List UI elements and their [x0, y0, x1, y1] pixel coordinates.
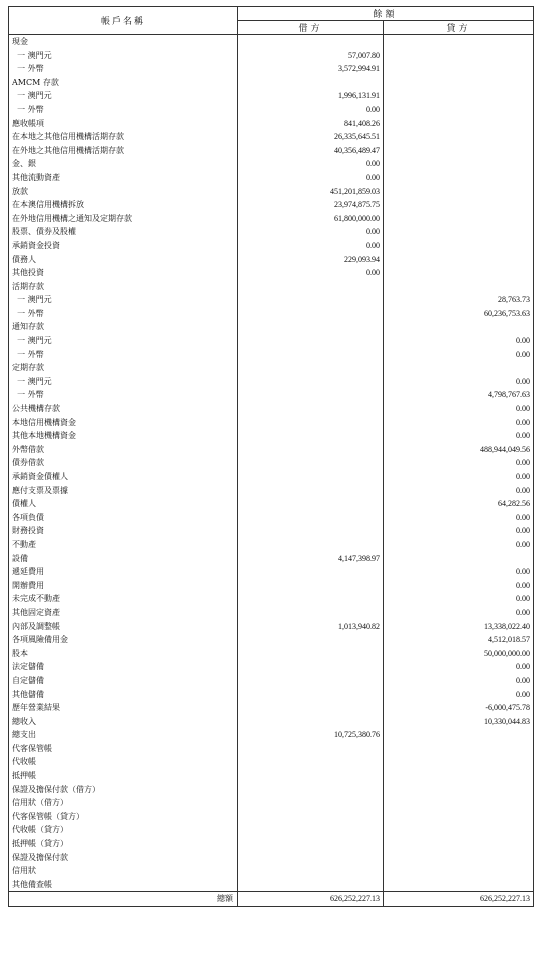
account-name-cell: 信用狀（借方） — [9, 796, 238, 810]
table-row — [9, 334, 534, 348]
debit-cell — [238, 361, 384, 375]
debit-cell: 841,408.26 — [238, 117, 384, 131]
debit-cell — [238, 579, 384, 593]
account-name-cell: 一 外幣 — [9, 62, 238, 76]
table-row — [9, 320, 534, 334]
account-name-cell: 外幣借款 — [9, 443, 238, 457]
debit-cell — [238, 592, 384, 606]
account-name-cell: 一 外幣 — [9, 348, 238, 362]
account-name-cell: 一 外幣 — [9, 388, 238, 402]
credit-cell — [384, 769, 534, 783]
credit-cell: 0.00 — [384, 524, 534, 538]
trial-balance-sheet — [8, 6, 533, 907]
credit-cell: 0.00 — [384, 429, 534, 443]
credit-cell — [384, 117, 534, 131]
credit-cell — [384, 49, 534, 63]
credit-cell — [384, 837, 534, 851]
debit-cell: 0.00 — [238, 225, 384, 239]
credit-cell: 28,763.73 — [384, 293, 534, 307]
account-name-cell: 抵押帳（貸方） — [9, 837, 238, 851]
account-name-cell: 股票、債券及股權 — [9, 225, 238, 239]
account-name-cell: 放款 — [9, 185, 238, 199]
table-row — [9, 769, 534, 783]
debit-cell — [238, 511, 384, 525]
account-name-cell: 其他投資 — [9, 266, 238, 280]
credit-cell: 0.00 — [384, 334, 534, 348]
table-row — [9, 837, 534, 851]
table-row — [9, 565, 534, 579]
account-name-cell: 保證及擔保付款（借方） — [9, 783, 238, 797]
credit-cell — [384, 266, 534, 280]
debit-cell — [238, 864, 384, 878]
credit-cell — [384, 361, 534, 375]
table-row — [9, 35, 534, 49]
table-row — [9, 688, 534, 702]
debit-cell — [238, 293, 384, 307]
table-row — [9, 89, 534, 103]
credit-cell: 0.00 — [384, 592, 534, 606]
debit-cell — [238, 647, 384, 661]
debit-cell: 57,007.80 — [238, 49, 384, 63]
account-name-cell: 應收帳項 — [9, 117, 238, 131]
debit-cell — [238, 320, 384, 334]
credit-cell: 13,338,022.40 — [384, 620, 534, 634]
account-name-cell: 債券借款 — [9, 456, 238, 470]
debit-cell: 0.00 — [238, 103, 384, 117]
account-name-cell: 公共機構存款 — [9, 402, 238, 416]
credit-cell: 0.00 — [384, 484, 534, 498]
credit-cell: 0.00 — [384, 416, 534, 430]
credit-cell — [384, 878, 534, 892]
debit-cell — [238, 538, 384, 552]
credit-cell — [384, 864, 534, 878]
account-name-cell: 其他固定資產 — [9, 606, 238, 620]
account-name-cell: 內部及調整帳 — [9, 620, 238, 634]
account-name-cell: 其他備查帳 — [9, 878, 238, 892]
table-row — [9, 552, 534, 566]
credit-cell: 4,512,018.57 — [384, 633, 534, 647]
debit-cell: 23,974,875.75 — [238, 198, 384, 212]
credit-cell — [384, 103, 534, 117]
account-name-cell: 各項負債 — [9, 511, 238, 525]
table-row — [9, 524, 534, 538]
credit-cell — [384, 253, 534, 267]
account-name-cell: 活期存款 — [9, 280, 238, 294]
account-name-cell: 總收入 — [9, 715, 238, 729]
debit-cell — [238, 701, 384, 715]
table-row — [9, 185, 534, 199]
account-name-cell: 通知存款 — [9, 320, 238, 334]
debit-cell: 4,147,398.97 — [238, 552, 384, 566]
account-name-cell: 抵押帳 — [9, 769, 238, 783]
table-row — [9, 130, 534, 144]
account-name-cell: 未完成不動產 — [9, 592, 238, 606]
credit-cell: 0.00 — [384, 511, 534, 525]
table-row — [9, 606, 534, 620]
table-row — [9, 144, 534, 158]
account-name-cell: 承銷資金債權人 — [9, 470, 238, 484]
table-row — [9, 851, 534, 865]
table-row — [9, 225, 534, 239]
credit-cell — [384, 810, 534, 824]
debit-cell: 229,093.94 — [238, 253, 384, 267]
credit-cell: 0.00 — [384, 402, 534, 416]
credit-cell — [384, 198, 534, 212]
credit-cell — [384, 62, 534, 76]
account-name-cell: 本地信用機構資金 — [9, 416, 238, 430]
account-name-cell: 應付支票及票據 — [9, 484, 238, 498]
debit-cell: 0.00 — [238, 171, 384, 185]
account-name-header: 帳戶名稱 — [9, 7, 238, 35]
debit-cell — [238, 456, 384, 470]
debit-cell — [238, 810, 384, 824]
table-row — [9, 470, 534, 484]
table-row — [9, 701, 534, 715]
account-name-cell: 股本 — [9, 647, 238, 661]
table-row — [9, 348, 534, 362]
credit-cell — [384, 157, 534, 171]
debit-cell — [238, 443, 384, 457]
credit-cell: 60,236,753.63 — [384, 307, 534, 321]
debit-cell — [238, 470, 384, 484]
table-row — [9, 375, 534, 389]
credit-cell — [384, 796, 534, 810]
debit-cell: 0.00 — [238, 157, 384, 171]
table-row — [9, 715, 534, 729]
debit-cell — [238, 524, 384, 538]
account-name-cell: 設備 — [9, 552, 238, 566]
account-name-cell: 一 澳門元 — [9, 49, 238, 63]
account-name-cell: 代收帳 — [9, 755, 238, 769]
credit-cell: 4,798,767.63 — [384, 388, 534, 402]
credit-cell: -6,000,475.78 — [384, 701, 534, 715]
account-name-cell: 開辦費用 — [9, 579, 238, 593]
credit-cell — [384, 130, 534, 144]
table-row — [9, 647, 534, 661]
account-name-cell: 財務投資 — [9, 524, 238, 538]
credit-cell: 0.00 — [384, 470, 534, 484]
credit-cell — [384, 728, 534, 742]
table-row — [9, 674, 534, 688]
account-name-cell: 金、銀 — [9, 157, 238, 171]
account-name-cell: 在本地之其他信用機構活期存款 — [9, 130, 238, 144]
table-body — [9, 35, 534, 892]
credit-cell: 0.00 — [384, 375, 534, 389]
total-debit: 626,252,227.13 — [238, 892, 384, 907]
total-row — [9, 892, 534, 907]
debit-cell — [238, 348, 384, 362]
credit-cell — [384, 280, 534, 294]
credit-cell — [384, 225, 534, 239]
table-row — [9, 755, 534, 769]
table-row — [9, 660, 534, 674]
table-row — [9, 728, 534, 742]
debit-cell — [238, 742, 384, 756]
debit-cell — [238, 76, 384, 90]
account-name-cell: 一 外幣 — [9, 103, 238, 117]
balance-header: 餘額 — [238, 7, 534, 21]
debit-cell — [238, 755, 384, 769]
account-name-cell: 代客保管帳 — [9, 742, 238, 756]
table-row — [9, 280, 534, 294]
table-row — [9, 402, 534, 416]
table-row — [9, 810, 534, 824]
debit-cell — [238, 769, 384, 783]
debit-cell — [238, 674, 384, 688]
debit-cell — [238, 416, 384, 430]
table-row — [9, 796, 534, 810]
account-name-cell: 其他本地機構資金 — [9, 429, 238, 443]
debit-cell — [238, 388, 384, 402]
account-name-cell: 自定儲備 — [9, 674, 238, 688]
debit-cell — [238, 783, 384, 797]
account-name-cell: 在本澳信用機構拆放 — [9, 198, 238, 212]
table-row — [9, 62, 534, 76]
credit-cell — [384, 742, 534, 756]
table-row — [9, 484, 534, 498]
table-row — [9, 103, 534, 117]
table-row — [9, 579, 534, 593]
debit-cell — [238, 660, 384, 674]
debit-cell — [238, 307, 384, 321]
credit-cell: 0.00 — [384, 565, 534, 579]
debit-cell — [238, 606, 384, 620]
debit-cell: 10,725,380.76 — [238, 728, 384, 742]
debit-cell — [238, 565, 384, 579]
account-name-cell: 保證及擔保付款 — [9, 851, 238, 865]
credit-cell — [384, 320, 534, 334]
credit-cell — [384, 35, 534, 49]
credit-cell — [384, 144, 534, 158]
table-row — [9, 49, 534, 63]
credit-cell — [384, 185, 534, 199]
table-row — [9, 416, 534, 430]
total-credit: 626,252,227.13 — [384, 892, 534, 907]
credit-cell: 488,944,049.56 — [384, 443, 534, 457]
table-row — [9, 198, 534, 212]
account-name-cell: 遞延費用 — [9, 565, 238, 579]
credit-cell — [384, 552, 534, 566]
credit-header: 貸方 — [384, 21, 534, 35]
table-row — [9, 212, 534, 226]
table-row — [9, 783, 534, 797]
credit-cell — [384, 76, 534, 90]
debit-cell — [238, 375, 384, 389]
debit-cell — [238, 688, 384, 702]
table-row — [9, 361, 534, 375]
debit-cell: 1,013,940.82 — [238, 620, 384, 634]
table-row — [9, 429, 534, 443]
account-name-cell: 現金 — [9, 35, 238, 49]
debit-cell — [238, 633, 384, 647]
account-name-cell: 一 外幣 — [9, 307, 238, 321]
table-row — [9, 239, 534, 253]
account-name-cell: 法定儲備 — [9, 660, 238, 674]
credit-cell: 0.00 — [384, 688, 534, 702]
debit-cell — [238, 334, 384, 348]
credit-cell — [384, 823, 534, 837]
account-name-cell: 各項風險備用金 — [9, 633, 238, 647]
credit-cell: 0.00 — [384, 660, 534, 674]
table-row — [9, 878, 534, 892]
account-name-cell: 一 澳門元 — [9, 293, 238, 307]
table-row — [9, 592, 534, 606]
credit-cell — [384, 171, 534, 185]
account-name-cell: 其他儲備 — [9, 688, 238, 702]
credit-cell — [384, 851, 534, 865]
debit-cell: 1,996,131.91 — [238, 89, 384, 103]
debit-cell — [238, 484, 384, 498]
table-row — [9, 864, 534, 878]
credit-cell: 0.00 — [384, 456, 534, 470]
credit-cell: 0.00 — [384, 538, 534, 552]
account-name-cell: 承銷資金投資 — [9, 239, 238, 253]
debit-cell — [238, 429, 384, 443]
debit-cell: 3,572,994.91 — [238, 62, 384, 76]
table-row — [9, 293, 534, 307]
debit-cell: 0.00 — [238, 239, 384, 253]
credit-cell: 10,330,044.83 — [384, 715, 534, 729]
table-row — [9, 823, 534, 837]
account-name-cell: 信用狀 — [9, 864, 238, 878]
credit-cell — [384, 783, 534, 797]
table-row — [9, 157, 534, 171]
table-row — [9, 171, 534, 185]
debit-cell: 40,356,489.47 — [238, 144, 384, 158]
debit-cell — [238, 851, 384, 865]
account-name-cell: 一 澳門元 — [9, 334, 238, 348]
table-row — [9, 307, 534, 321]
account-name-cell: 債權人 — [9, 497, 238, 511]
credit-cell: 0.00 — [384, 579, 534, 593]
debit-cell — [238, 35, 384, 49]
table-row — [9, 388, 534, 402]
account-name-cell: 一 澳門元 — [9, 89, 238, 103]
credit-cell — [384, 239, 534, 253]
table-row — [9, 633, 534, 647]
credit-cell: 64,282.56 — [384, 497, 534, 511]
account-name-cell: 歷年營業結果 — [9, 701, 238, 715]
debit-cell: 61,800,000.00 — [238, 212, 384, 226]
trial-balance-table — [8, 6, 534, 907]
debit-header: 借方 — [238, 21, 384, 35]
debit-cell: 0.00 — [238, 266, 384, 280]
debit-cell — [238, 402, 384, 416]
credit-cell: 0.00 — [384, 348, 534, 362]
credit-cell: 50,000,000.00 — [384, 647, 534, 661]
credit-cell — [384, 755, 534, 769]
account-name-cell: 在外地信用機構之通知及定期存款 — [9, 212, 238, 226]
debit-cell — [238, 837, 384, 851]
debit-cell — [238, 497, 384, 511]
debit-cell: 26,335,645.51 — [238, 130, 384, 144]
credit-cell: 0.00 — [384, 674, 534, 688]
credit-cell — [384, 89, 534, 103]
table-row — [9, 266, 534, 280]
debit-cell — [238, 823, 384, 837]
account-name-cell: 在外地之其他信用機構活期存款 — [9, 144, 238, 158]
table-row — [9, 620, 534, 634]
table-row — [9, 538, 534, 552]
table-row — [9, 497, 534, 511]
debit-cell — [238, 280, 384, 294]
account-name-cell: 一 澳門元 — [9, 375, 238, 389]
debit-cell — [238, 796, 384, 810]
account-name-cell: 其他流動資產 — [9, 171, 238, 185]
account-name-cell: 定期存款 — [9, 361, 238, 375]
table-row — [9, 117, 534, 131]
credit-cell: 0.00 — [384, 606, 534, 620]
total-label: 總額 — [9, 892, 238, 907]
table-row — [9, 511, 534, 525]
account-name-cell: 總支出 — [9, 728, 238, 742]
account-name-cell: AMCM 存款 — [9, 76, 238, 90]
table-row — [9, 456, 534, 470]
debit-cell — [238, 715, 384, 729]
table-row — [9, 76, 534, 90]
table-row — [9, 742, 534, 756]
account-name-cell: 債務人 — [9, 253, 238, 267]
table-header — [9, 7, 534, 35]
table-row — [9, 253, 534, 267]
debit-cell: 451,201,859.03 — [238, 185, 384, 199]
debit-cell — [238, 878, 384, 892]
account-name-cell: 不動產 — [9, 538, 238, 552]
table-row — [9, 443, 534, 457]
account-name-cell: 代收帳（貸方） — [9, 823, 238, 837]
credit-cell — [384, 212, 534, 226]
account-name-cell: 代客保管帳（貸方） — [9, 810, 238, 824]
